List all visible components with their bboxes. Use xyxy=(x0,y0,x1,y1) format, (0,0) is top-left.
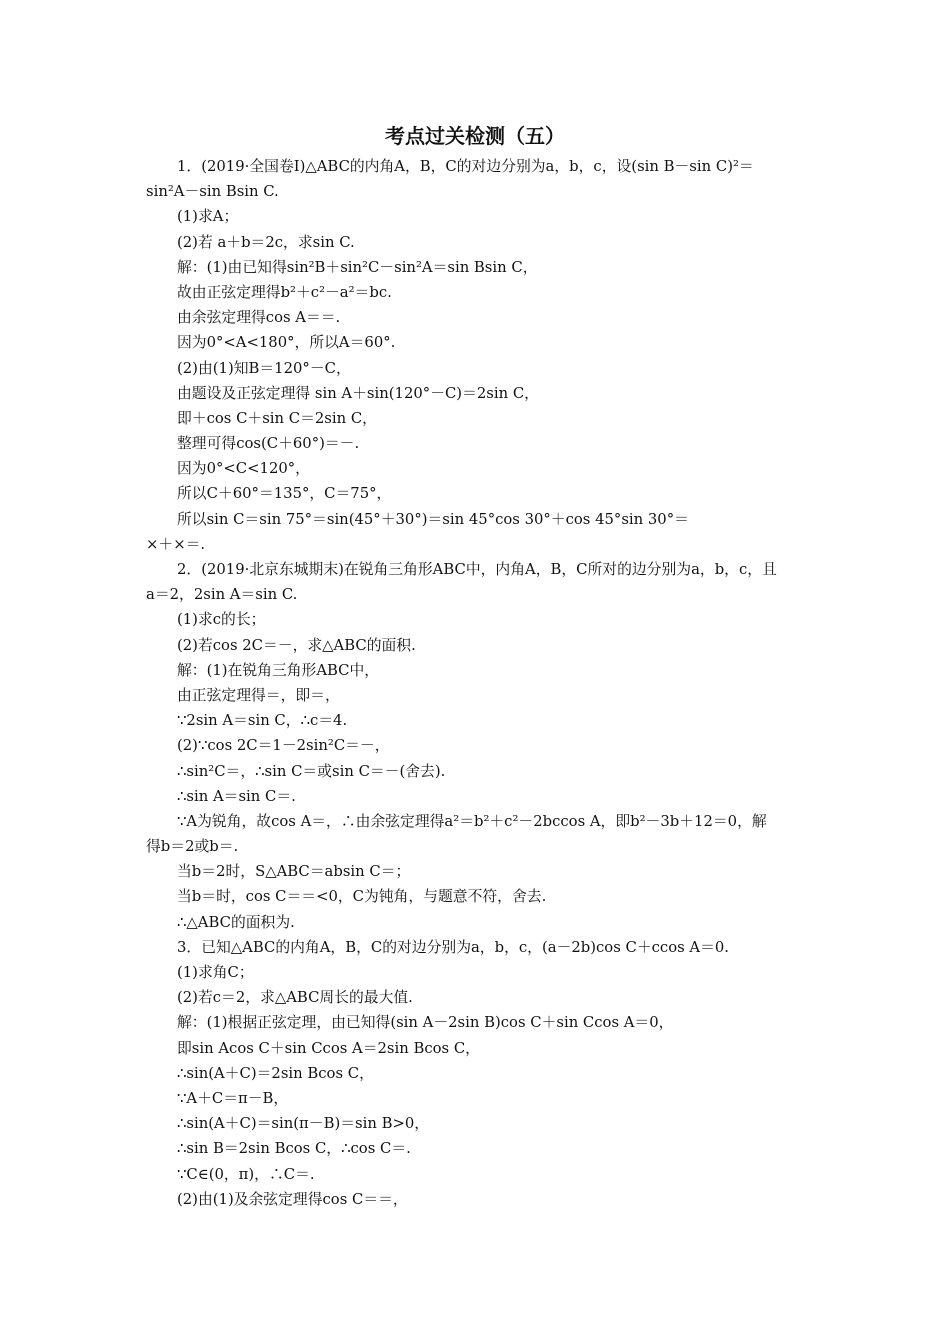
text-line: a＝2，2sin A＝sin C. xyxy=(146,586,298,604)
page-title: 考点过关检测（五） xyxy=(385,124,565,148)
text-line: (1)求A； xyxy=(177,208,239,226)
text-line: 当b＝时，cos C＝＝<0，C为钝角，与题意不符，舍去. xyxy=(177,888,547,906)
text-line: ∴sin(A＋C)＝2sin Bcos C， xyxy=(177,1064,374,1082)
text-line: 所以sin C＝sin 75°＝sin(45°＋30°)＝sin 45°cos 30°＋cos 45°sin 30°＝ xyxy=(177,510,689,528)
text-line: ∴sin A＝sin C＝. xyxy=(177,787,296,805)
text-line: (2)若 a＋b＝2c，求sin C. xyxy=(177,233,355,251)
text-line: 所以C＋60°＝135°，C＝75°， xyxy=(177,485,392,503)
text-line: ∴sin B＝2sin Bcos C，∴cos C＝. xyxy=(177,1140,411,1158)
text-line: ×＋×＝. xyxy=(146,535,206,553)
text-line: ∵A为锐角，故cos A＝，∴由余弦定理得a²＝b²＋c²－2bccos A，即b²－3b＋12＝0，解 xyxy=(177,812,767,830)
text-line: ∴sin²C＝，∴sin C＝或sin C＝－(舍去). xyxy=(177,762,446,780)
document-body xyxy=(0,154,950,1212)
text-line: ∵C∈(0，π)，∴C＝. xyxy=(177,1165,315,1183)
text-line: 由正弦定理得＝，即＝， xyxy=(177,686,340,704)
text-line: 故由正弦定理得b²＋c²－a²＝bc. xyxy=(177,283,392,301)
text-line: (2)由(1)及余弦定理得cos C＝＝， xyxy=(177,1190,408,1208)
text-line: 解：(1)由已知得sin²B＋sin²C－sin²A＝sin Bsin C， xyxy=(177,258,538,276)
text-line: ∵2sin A＝sin C，∴c＝4. xyxy=(177,712,348,730)
text-line: 整理可得cos(C＋60°)＝－. xyxy=(177,435,360,453)
text-line: 2．(2019·北京东城期末)在锐角三角形ABC中，内角A，B，C所对的边分别为a，b，c，且 xyxy=(177,561,777,578)
text-line: 3．已知△ABC的内角A，B，C的对边分别为a，b，c，(a－2b)cos C＋ccos A＝0. xyxy=(177,938,730,956)
text-line: sin²A－sin Bsin C. xyxy=(146,183,279,201)
text-line: 因为0°<C<120°， xyxy=(177,460,310,478)
text-line: 即sin Acos C＋sin Ccos A＝2sin Bcos C， xyxy=(177,1039,480,1057)
text-line: ∴△ABC的面积为. xyxy=(177,913,295,931)
text-line: 得b＝2或b＝. xyxy=(146,838,239,856)
text-line: 解：(1)在锐角三角形ABC中， xyxy=(177,661,380,679)
text-line: (1)求c的长； xyxy=(177,611,266,629)
text-line: 因为0°<A<180°，所以A＝60°. xyxy=(177,334,396,352)
text-line: ∴sin(A＋C)＝sin(π－B)＝sin B>0， xyxy=(177,1115,430,1133)
text-line: (1)求角C； xyxy=(177,964,254,981)
text-line: 由题设及正弦定理得 sin A＋sin(120°－C)＝2sin C， xyxy=(177,384,539,402)
text-line: 1．(2019·全国卷Ⅰ)△ABC的内角A，B，C的对边分别为a，b，c，设(sin B－sin C)²＝ xyxy=(177,158,754,175)
text-line: (2)由(1)知B＝120°－C， xyxy=(177,359,351,377)
text-line: (2)∵cos 2C＝1－2sin²C＝－， xyxy=(177,737,390,755)
text-line: (2)若c＝2，求△ABC周长的最大值. xyxy=(177,989,413,1007)
text-line: ∵A＋C＝π－B， xyxy=(177,1089,289,1107)
text-line: 当b＝2时，S△ABC＝absin C＝； xyxy=(177,863,411,881)
text-line: 解：(1)根据正弦定理，由已知得(sin A－2sin B)cos C＋sin Ccos A＝0， xyxy=(177,1014,674,1032)
text-line: 由余弦定理得cos A＝＝. xyxy=(177,309,341,327)
text-line: 即＋cos C＋sin C＝2sin C， xyxy=(177,409,377,427)
text-line: (2)若cos 2C＝－，求△ABC的面积. xyxy=(177,636,416,654)
